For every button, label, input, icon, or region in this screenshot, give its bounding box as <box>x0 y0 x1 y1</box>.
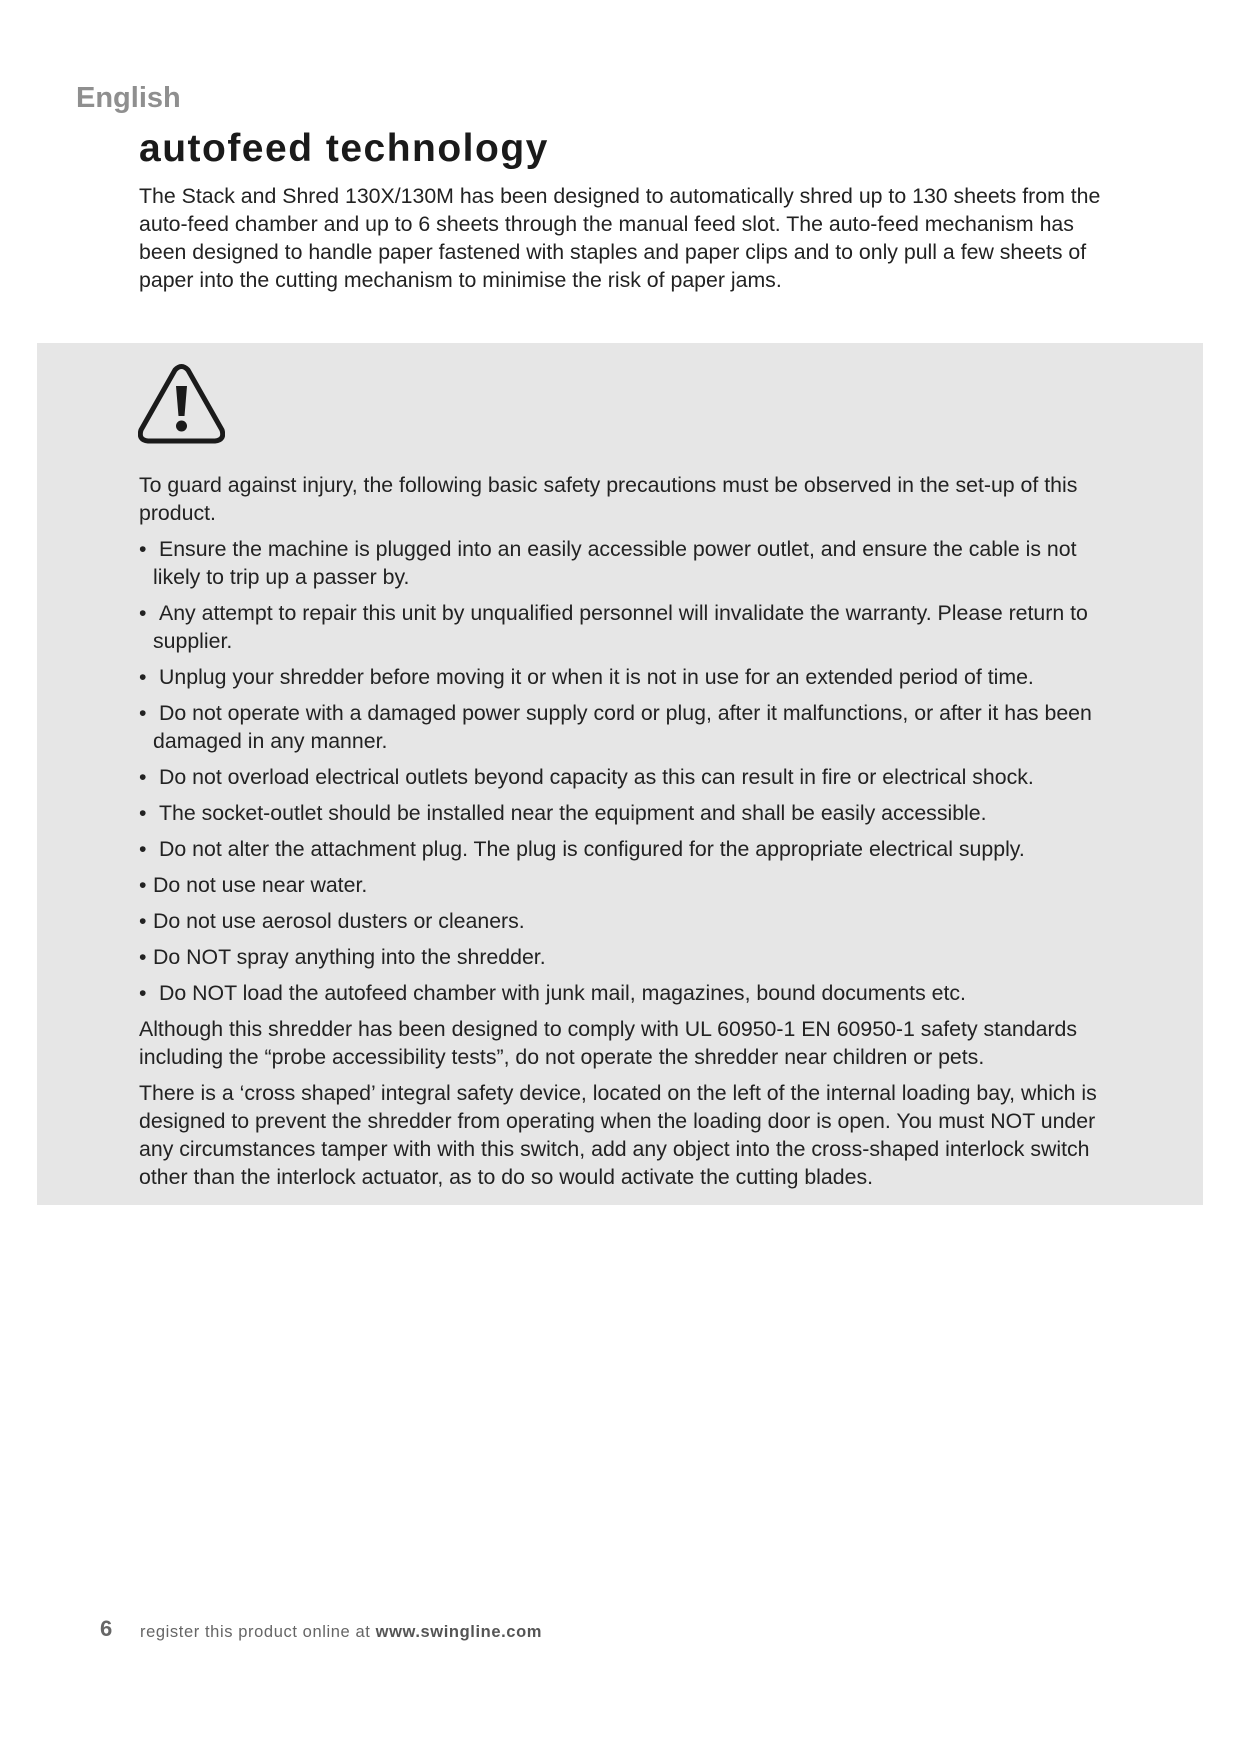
list-item: • Ensure the machine is plugged into an easily accessible power outlet, and ensure the cable is not likely to trip up a passer by. <box>139 537 1077 589</box>
list-item: • Do NOT spray anything into the shredder. <box>139 945 546 969</box>
list-item: • The socket-outlet should be installed near the equipment and shall be easily accessible. <box>139 801 987 825</box>
interlock-note: There is a ‘cross shaped’ integral safety device, located on the left of the internal loading bay, which is designed to prevent the shredder from operating when the loading door is open. You must NOT under any circumstances tamper with with this switch, add any object into the cross-shaped interlock switch other than the interlock actuator, as to do so would activate the cutting blades. <box>139 1081 1097 1189</box>
bullet: • <box>139 765 147 789</box>
section-title: autofeed technology <box>139 127 549 170</box>
register-text: register this product online at <box>140 1623 371 1641</box>
list-item: • Do not operate with a damaged power supply cord or plug, after it malfunctions, or after it has been damaged in any manner. <box>139 701 1092 753</box>
bullet: • <box>139 837 147 861</box>
footer-register <box>140 1623 542 1642</box>
bullet: • <box>139 601 147 625</box>
language-label: English <box>76 82 181 114</box>
standards-note: Although this shredder has been designed to comply with UL 60950-1 EN 60950-1 safety standards including the “probe accessibility tests”, do not operate the shredder near children or pets. <box>139 1017 1078 1069</box>
list-item: • Do not use aerosol dusters or cleaners. <box>139 909 525 933</box>
website-link[interactable]: www.swingline.com <box>375 1623 543 1641</box>
list-item: • Do NOT load the autofeed chamber with junk mail, magazines, bound documents etc. <box>139 981 966 1005</box>
intro-paragraph: The Stack and Shred 130X/130M has been designed to automatically shred up to 130 sheets from the auto-feed chamber and up to 6 sheets through the manual feed slot. The auto-feed mechanism has been designed to handle paper fastened with staples and paper clips and to only pull a few sheets of paper into the cutting mechanism to minimise the risk of paper jams. <box>139 184 1101 292</box>
safety-content <box>139 471 1114 1199</box>
bullet: • <box>139 665 147 689</box>
list-item: • Do not alter the attachment plug. The plug is configured for the appropriate electrical supply. <box>139 837 1025 861</box>
list-item: • Do not overload electrical outlets beyond capacity as this can result in fire or electrical shock. <box>139 765 1034 789</box>
list-item: • Unplug your shredder before moving it or when it is not in use for an extended period of time. <box>139 665 1034 689</box>
bullet: • <box>139 701 147 725</box>
safety-lead: To guard against injury, the following basic safety precautions must be observed in the set-up of this product. <box>139 473 1078 525</box>
bullet: • <box>139 537 147 561</box>
bullet: • <box>139 981 147 1005</box>
list-item: • Any attempt to repair this unit by unqualified personnel will invalidate the warranty. Please return to supplier. <box>139 601 1088 653</box>
page-number: 6 <box>100 1616 113 1641</box>
warning-triangle-icon <box>138 364 225 446</box>
list-item: • Do not use near water. <box>139 873 368 897</box>
safety-list <box>139 535 1114 1007</box>
bullet: • <box>139 945 147 969</box>
bullet: • <box>139 909 147 933</box>
bullet: • <box>139 801 147 825</box>
bullet: • <box>139 873 147 897</box>
